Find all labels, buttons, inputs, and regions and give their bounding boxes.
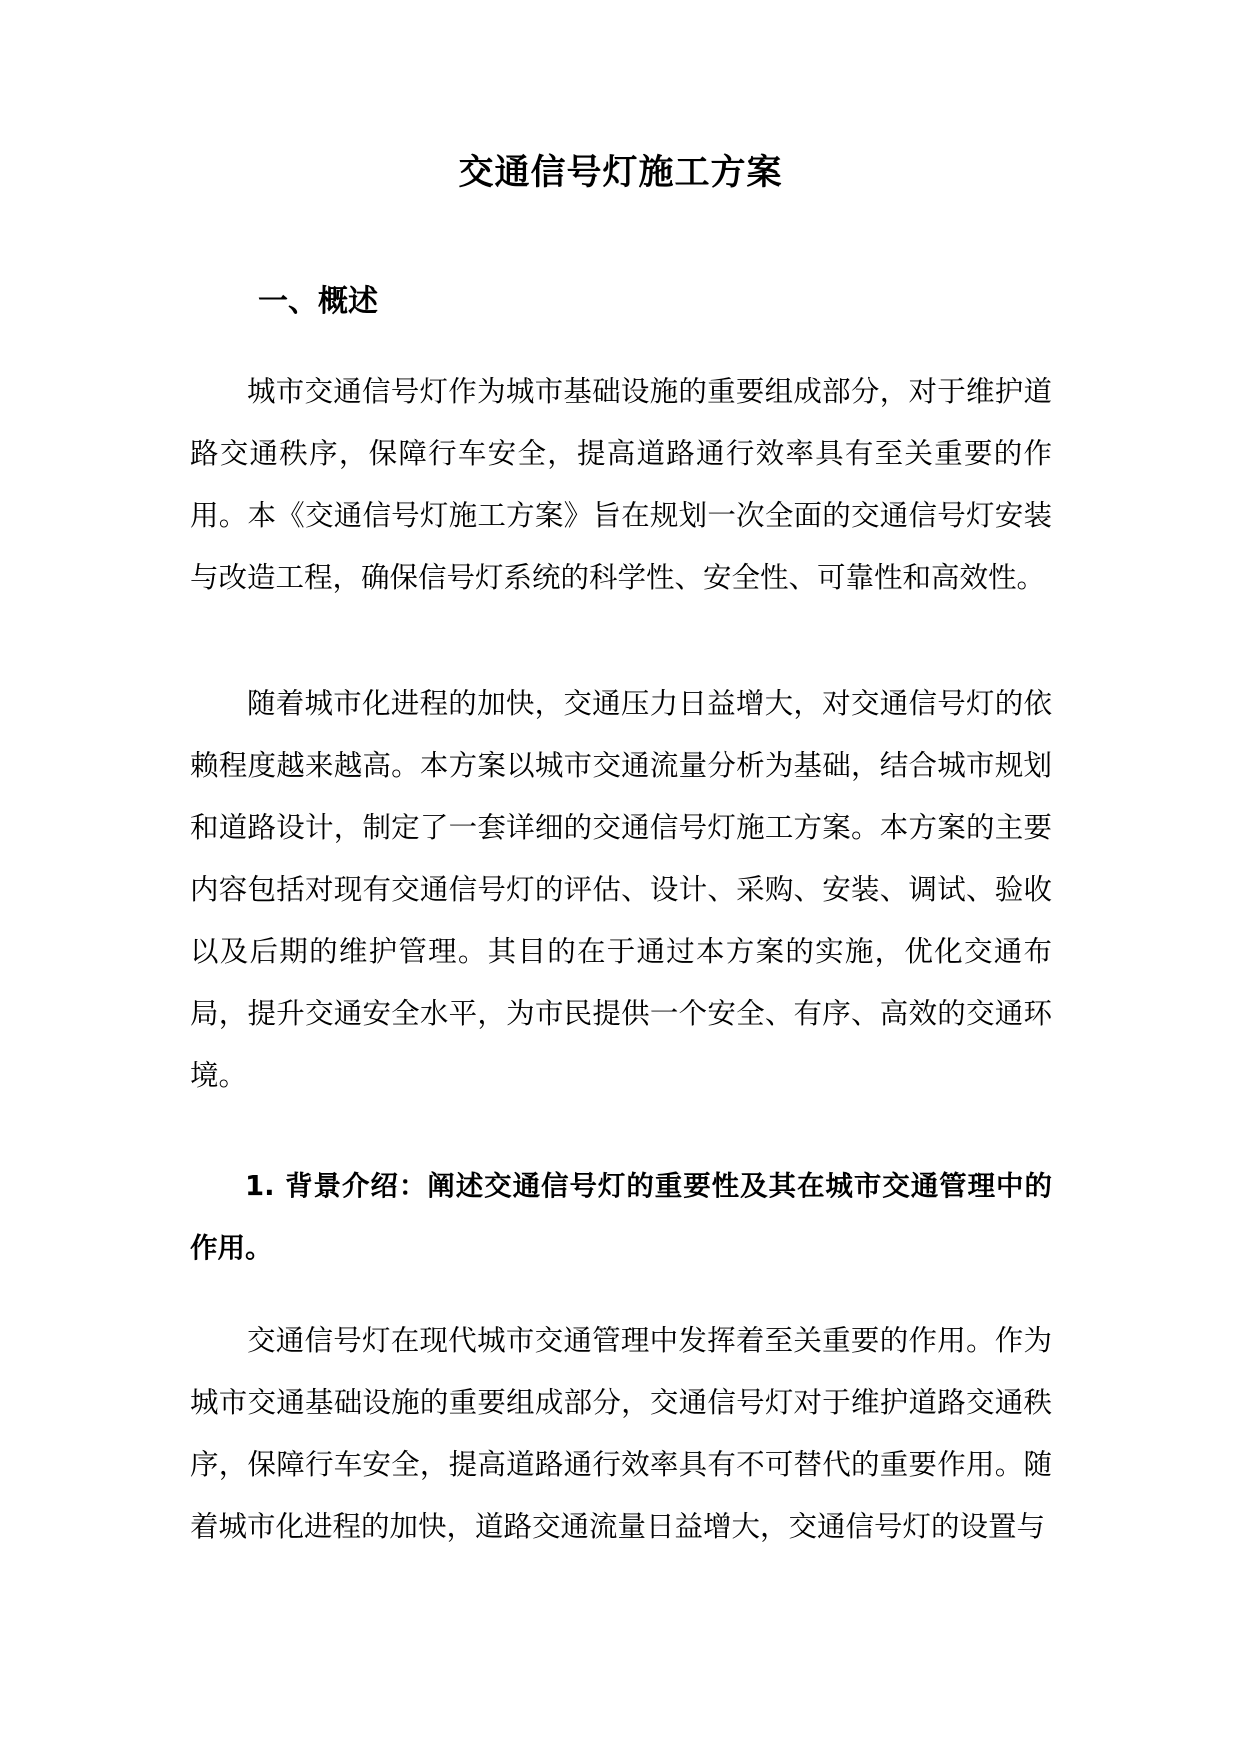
paragraph-background-1: 交通信号灯在现代城市交通管理中发挥着至关重要的作用。作为城市交通基础设施的重要组成部分，交通信号灯对于维护道路交通秩序，保障行车安全，提高道路通行效率具有不可替代的重要作用。随着城市化进程的加快，道路交通流量日益增大，交通信号灯的设置与	[190, 1324, 1052, 1543]
subsection-heading-background: 1. 背景介绍：阐述交通信号灯的重要性及其在城市交通管理中的作用。	[190, 1170, 1052, 1264]
document-title: 交通信号灯施工方案	[458, 153, 783, 193]
section-heading-overview: 一、概述	[258, 284, 378, 319]
paragraph-overview-1: 城市交通信号灯作为城市基础设施的重要组成部分，对于维护道路交通秩序，保障行车安全，提高道路通行效率具有至关重要的作用。本《交通信号灯施工方案》旨在规划一次全面的交通信号灯安装与改造工程，确保信号灯系统的科学性、安全性、可靠性和高效性。	[190, 375, 1052, 594]
paragraph-overview-2: 随着城市化进程的加快，交通压力日益增大，对交通信号灯的依赖程度越来越高。本方案以城市交通流量分析为基础，结合城市规划和道路设计，制定了一套详细的交通信号灯施工方案。本方案的主要内容包括对现有交通信号灯的评估、设计、采购、安装、调试、验收以及后期的维护管理。其目的在于通过本方案的实施，优化交通布局，提升交通安全水平，为市民提供一个安全、有序、高效的交通环境。	[190, 687, 1052, 1092]
